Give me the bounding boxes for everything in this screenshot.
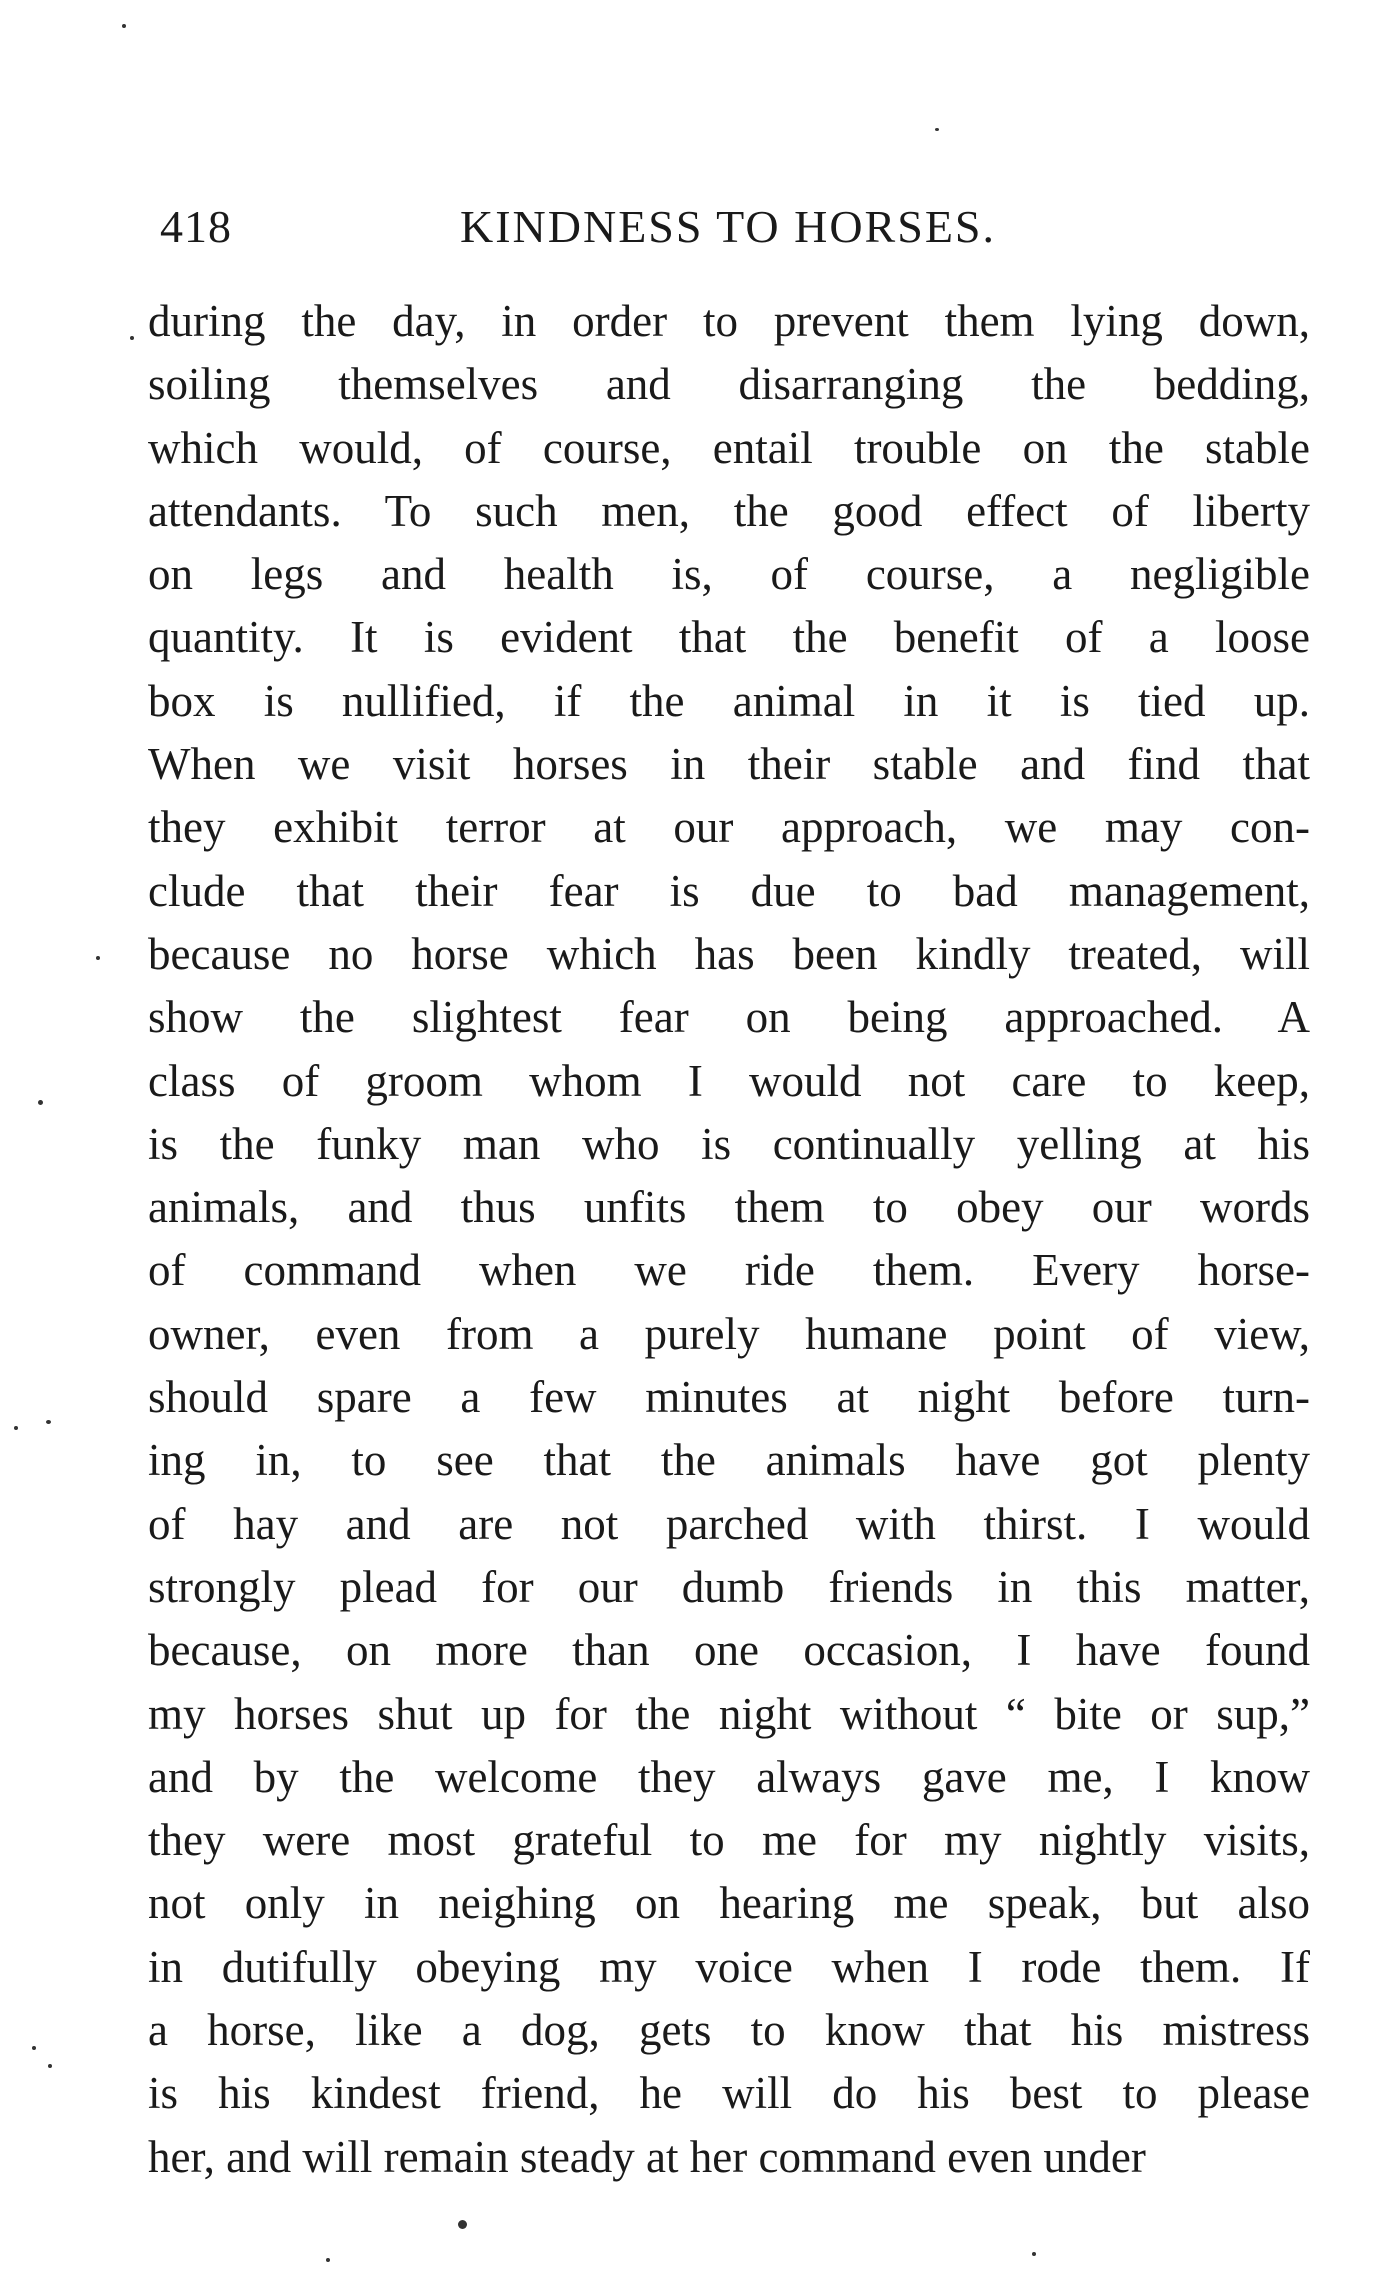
text-line: a horse, like a dog, gets to know that his mistress [148, 2005, 1310, 2056]
text-line: owner, even from a purely humane point of view, [148, 1308, 1310, 1359]
scan-speck [122, 24, 126, 28]
text-line: not only in neighing on hearing me speak, but also [148, 1878, 1310, 1929]
page-header [160, 200, 1330, 260]
text-line: on legs and health is, of course, a negligible [148, 549, 1310, 600]
text-line: of hay and are not parched with thirst. I would [148, 1498, 1310, 1549]
text-line: animals, and thus unfits them to obey our words [148, 1182, 1310, 1233]
text-line: during the day, in order to prevent them lying down, [148, 296, 1310, 346]
text-line: quantity. It is evident that the benefit of a loose [148, 612, 1310, 663]
text-line: show the slightest fear on being approached. A [148, 992, 1310, 1043]
scan-speck [48, 2064, 52, 2068]
scan-speck [130, 336, 134, 340]
scan-speck [96, 956, 100, 960]
scan-speck [32, 2046, 36, 2050]
text-line: attendants. To such men, the good effect of liberty [148, 485, 1310, 536]
text-line: box is nullified, if the animal in it is tied up. [148, 675, 1310, 726]
text-line: should spare a few minutes at night before turn- [148, 1372, 1310, 1423]
text-line: ing in, to see that the animals have got plenty [148, 1435, 1310, 1486]
text-line: strongly plead for our dumb friends in this matter, [148, 1561, 1310, 1612]
text-line: because, on more than one occasion, I have found [148, 1625, 1310, 1676]
text-line: her, and will remain steady at her command even under [148, 2131, 1146, 2182]
running-title: KINDNESS TO HORSES. [460, 201, 997, 252]
text-line: they exhibit terror at our approach, we may con- [148, 802, 1310, 853]
text-line: class of groom whom I would not care to keep, [148, 1055, 1310, 1106]
text-line: clude that their fear is due to bad management, [148, 865, 1310, 916]
scan-speck [935, 128, 939, 131]
scan-speck [326, 2258, 330, 2262]
text-line: When we visit horses in their stable and find that [148, 739, 1310, 790]
scan-speck [458, 2220, 467, 2229]
text-line: of command when we ride them. Every horse- [148, 1245, 1310, 1296]
scan-speck [46, 1420, 51, 1424]
text-line: because no horse which has been kindly treated, will [148, 928, 1310, 979]
text-line: and by the welcome they always gave me, I know [148, 1751, 1310, 1802]
scan-speck [1032, 2252, 1036, 2256]
page-number: 418 [160, 201, 232, 252]
text-line: in dutifully obeying my voice when I rode them. If [148, 1941, 1310, 1992]
text-line: my horses shut up for the night without “ bite or sup,” [148, 1688, 1310, 1739]
text-line: which would, of course, entail trouble on the stable [148, 422, 1310, 473]
scan-speck [38, 1100, 43, 1105]
text-line: is his kindest friend, he will do his best to please [148, 2068, 1310, 2119]
text-line: is the funky man who is continually yelling at his [148, 1118, 1310, 1169]
text-line: they were most grateful to me for my nightly visits, [148, 1815, 1310, 1866]
text-line: soiling themselves and disarranging the bedding, [148, 359, 1310, 410]
body-text [148, 290, 1310, 2189]
scan-speck [14, 1426, 18, 1430]
